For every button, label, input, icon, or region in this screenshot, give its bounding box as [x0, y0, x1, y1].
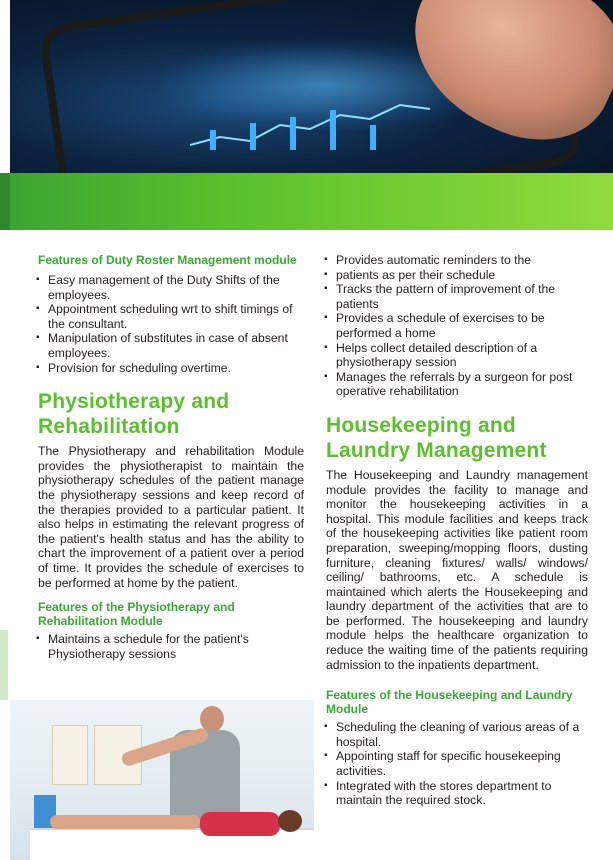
- patient: [200, 812, 280, 836]
- list-item: ▪ Tracks the pattern of improvement of the patients: [326, 282, 588, 311]
- patient-leg: [50, 815, 200, 829]
- duty-roster-feature-list: [38, 273, 304, 375]
- list-item: ▪ Scheduling the cleaning of various areas of a hospital.: [326, 720, 588, 749]
- housekeeping-features-heading: Features of the Housekeeping and Laundry Module: [326, 688, 573, 717]
- housekeeping-section-title: Housekeeping and Laundry Management: [326, 413, 547, 462]
- physio-features-heading: Features of the Physiotherapy and Rehabilitation Module: [38, 600, 235, 629]
- physiotherapy-photo: [10, 700, 314, 860]
- physio-feature-list-continued: [326, 253, 588, 399]
- green-banner-tab: [0, 173, 10, 230]
- left-column: [38, 253, 304, 661]
- list-item: ▪ Appointing staff for specific housekeeping activities.: [326, 749, 588, 778]
- list-item: ▪ Helps collect detailed description of a physiotherapy session: [326, 341, 588, 370]
- right-column: [326, 253, 588, 808]
- duty-roster-features-heading: Features of Duty Roster Management module: [38, 253, 297, 267]
- list-item: ▪ patients as per their schedule: [326, 268, 588, 283]
- list-item: ▪ Easy management of the Duty Shifts of the employees.: [38, 273, 304, 302]
- housekeeping-description: The Housekeeping and Laundry management module provides the facility to manage and monitor the housekeeping activities in a hospital. This module facilities and keeps track of the housekeeping activities like patient room preparation, sweeping/mopping floors, dusting furniture, cleaning fixtures/ walls/ windows/ ceiling/ bathrooms, etc. A schedule is maintained which alerts the Housekeeping and laundry department of the activities that are to be performed. The housekeeping and laundry module helps the healthcare organization to reduce the waiting time of the patients requiring admission to the inpatients department.: [326, 467, 588, 672]
- list-item: ▪ Manages the referrals by a surgeon for post operative rehabilitation: [326, 370, 588, 399]
- list-item: ▪ Manipulation of substitutes in case of absent employees.: [38, 331, 304, 360]
- list-item: ▪ Appointment scheduling wrt to shift timings of the consultant.: [38, 302, 304, 331]
- physio-feature-list: [38, 632, 304, 661]
- green-banner: [0, 173, 613, 230]
- patient-head: [278, 810, 302, 832]
- housekeeping-feature-list: [326, 720, 588, 808]
- list-item: ▪ Provision for scheduling overtime.: [38, 361, 304, 376]
- wall-chart: [52, 725, 88, 785]
- physio-description: The Physiotherapy and rehabilitation Module provides the physiotherapist to maintain the physiotherapy schedules of the patient manage the physiotherapy sessions and keep record of the therapies provided to a particular patient. It also helps in estimating the relevant progress of the patient's health status and has the ability to chart the improvement of a patient over a period of time. It provides the schedule of exercises to be performed at home by the patient.: [38, 444, 304, 590]
- physio-section-title: Physiotherapy and Rehabilitation: [38, 390, 230, 439]
- list-item: ▪ Provides a schedule of exercises to be performed a home: [326, 311, 588, 340]
- list-item: ▪ Integrated with the stores department to maintain the required stock.: [326, 779, 588, 808]
- list-item: ▪ Provides automatic reminders to the: [326, 253, 588, 268]
- hero-image: [10, 0, 613, 173]
- left-accent-bar: [0, 630, 8, 700]
- tablet-chart-graphic: [190, 95, 450, 155]
- list-item: ▪ Maintains a schedule for the patient's Physiotherapy sessions: [38, 632, 304, 661]
